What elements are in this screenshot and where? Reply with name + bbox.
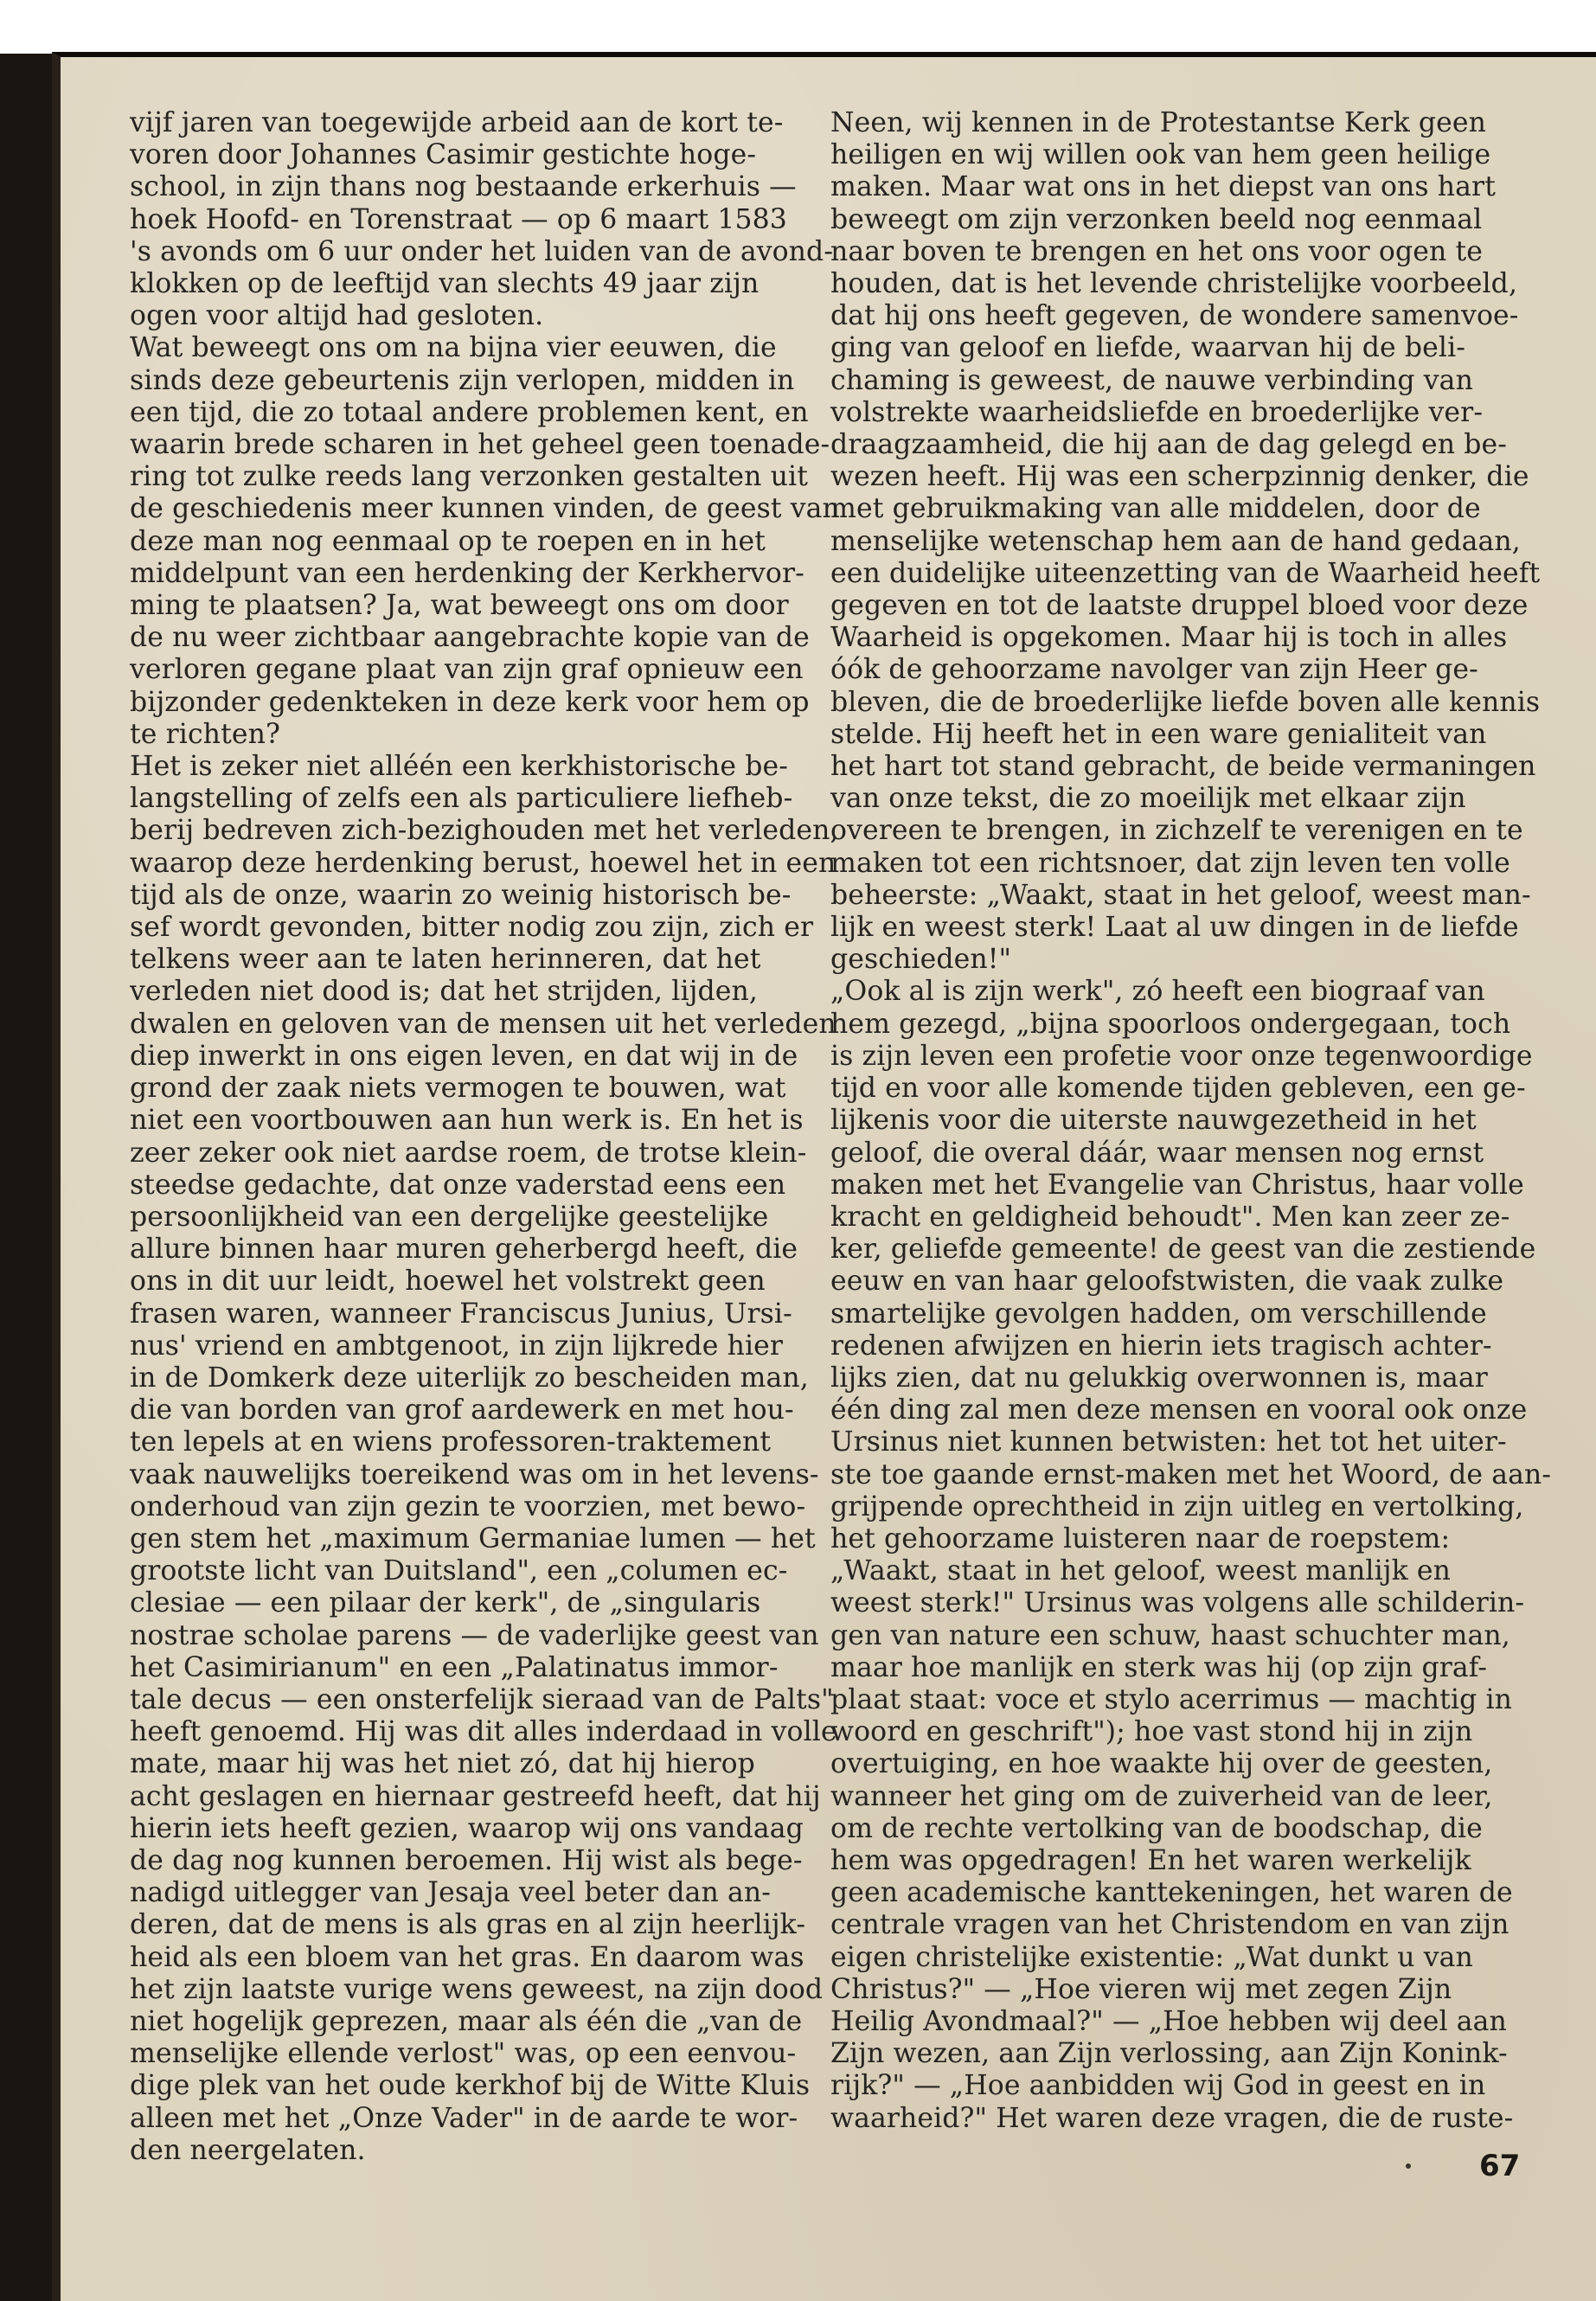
page-number: 67: [1479, 2149, 1521, 2183]
scan-top-margin: [0, 0, 1596, 54]
paragraph: „Ook al is zijn werk", zó heeft een biograaf van hem gezegd, „bijna spoorloos ondergegaan, toch is zijn leven een profetie voor onze tegenwoordige tijd en voor alle komende tijden gebleven, een ge- lijkenis voor die uiterste nauwgezetheid in het geloof, die overal dáár, waar mensen nog ernst maken met het Evangelie van Christus, haar volle kracht en geldigheid behoudt". Men kan zeer ze- ker, geliefde gemeente! de geest van die zestiende eeuw en van haar geloofstwisten, die vaak zulke smartelijke gevolgen hadden, om verschillende redenen afwijzen en hierin iets tragisch achter- lijks zien, dat nu gelukkig overwonnen is, maar één ding zal men deze mensen en vooral ook onze Ursinus niet kunnen betwisten: het tot het uiter- ste toe gaande ernst-maken met het Woord, de aan- grijpende oprechtheid in zijn uitleg en vertolking, het gehoorzame luisteren naar de roepstem: „Waakt, staat in het geloof, weest manlijk en weest sterk!" Ursinus was volgens alle schilderin- gen van nature een schuw, haast schuchter man, maar hoe manlijk en sterk was hij (op zijn graf- plaat staat: voce et stylo acerrimus — machtig in woord en geschrift"); hoe vast stond hij in zijn overtuiging, en hoe waakte hij over de geesten, wanneer het ging om de zuiverheid van de leer, om de rechte vertolking van de boodschap, die hem was opgedragen! En het waren werkelijk geen academische kanttekeningen, het waren de centrale vragen van het Christendom en van zijn eigen christelijke existentie: „Wat dunkt u van Christus?" — „Hoe vieren wij met zegen Zijn Heilig Avondmaal?" — „Hoe hebben wij deel aan Zijn wezen, aan Zijn verlossing, aan Zijn Konink- rijk?" — „Hoe aanbidden wij God in geest en in waarheid?" Het waren deze vragen, die de ruste-: [830, 976, 1552, 2134]
paragraph: Neen, wij kennen in de Protestantse Kerk geen heiligen en wij willen ook van hem geen heilige maken. Maar wat ons in het diepst van ons hart beweegt om zijn verzonken beeld nog eenmaal naar boven te brengen en het ons voor ogen te houden, dat is het levende christelijke voorbeeld, dat hij ons heeft gegeven, de wondere samenvoe- ging van geloof en liefde, waarvan hij de beli- chaming is geweest, de nauwe verbinding van volstrekte waarheidsliefde en broederlijke ver- draagzaamheid, die hij aan de dag gelegd en be- wezen heeft. Hij was een scherpzinnig denker, die met gebruikmaking van alle middelen, door de menselijke wetenschap hem aan de hand gedaan, een duidelijke uiteenzetting van de Waarheid heeft gegeven en tot de laatste druppel bloed voor deze Waarheid is opgekomen. Maar hij is toch in alles óók de gehoorzame navolger van zijn Heer ge- bleven, die de broederlijke liefde boven alle kennis stelde. Hij heeft het in een ware genialiteit van het hart tot stand gebracht, de beide vermaningen van onze tekst, die zo moeilijk met elkaar zijn overeen te brengen, in zichzelf te verenigen en te maken tot een richtsnoer, dat zijn leven ten volle beheerste: „Waakt, staat in het geloof, weest man- lijk en weest sterk! Laat al uw dingen in de liefde geschieden!": [830, 107, 1541, 976]
paragraph: Wat beweegt ons om na bijna vier eeuwen, die sinds deze gebeurtenis zijn verlopen, midden in een tijd, die zo totaal andere problemen kent, en waarin brede scharen in het geheel geen toenade- ring tot zulke reeds lang verzonken gestalten uit de geschiedenis meer kunnen vinden, de geest van deze man nog eenmaal op te roepen en in het middelpunt van een herdenking der Kerkhervor- ming te plaatsen? Ja, wat beweegt ons om door de nu weer zichtbaar aangebrachte kopie van de verloren gegane plaat van zijn graf opnieuw een bijzonder gedenkteken in deze kerk voor hem op te richten?: [130, 332, 840, 750]
ink-speck: [1406, 2163, 1411, 2169]
left-column: [130, 107, 863, 2167]
book-page: [52, 52, 1596, 2301]
paragraph: Het is zeker niet alléén een kerkhistorische be- langstelling of zelfs een als particuliere liefheb- berij bedreven zich-bezighouden met het verleden, waarop deze herdenking berust, hoewel het in een tijd als de onze, waarin zo weinig historisch be- sef wordt gevonden, bitter nodig zou zijn, zich er telkens weer aan te laten herinneren, dat het verleden niet dood is; dat het strijden, lijden, dwalen en geloven van de mensen uit het verleden diep inwerkt in ons eigen leven, en dat wij in de grond der zaak niets vermogen te bouwen, wat niet een voortbouwen aan hun werk is. En het is zeer zeker ook niet aardse roem, de trotse klein- steedse gedachte, dat onze vaderstad eens een persoonlijkheid van een dergelijke geestelijke allure binnen haar muren geherbergd heeft, die ons in dit uur leidt, hoewel het volstrekt geen frasen waren, wanneer Franciscus Junius, Ursi- nus' vriend en ambtgenoot, in zijn lijkrede hier in de Domkerk deze uiterlijk zo bescheiden man, die van borden van grof aardewerk en met hou- ten lepels at en wiens professoren-traktement vaak nauwelijks toereikend was om in het levens- onderhoud van zijn gezin te voorzien, met bewo- gen stem het „maximum Germaniae lumen — het grootste licht van Duitsland", een „columen ec- clesiae — een pilaar der kerk", de „singularis nostrae scholae parens — de vaderlijke geest van het Casimirianum" en een „Palatinatus immor- tale decus — een onsterfelijk sieraad van de Palts" heeft genoemd. Hij was dit alles inderdaad in volle mate, maar hij was het niet zó, dat hij hierop acht geslagen en hiernaar gestreefd heeft, dat hij hierin iets heeft gezien, waarop wij ons vandaag de dag nog kunnen beroemen. Hij wist als bege- nadigd uitlegger van Jesaja veel beter dan an- deren, dat de mens is als gras en al zijn heerlijk- heid als een bloem van het gras. En daarom was het zijn laatste vurige wens geweest, na zijn dood niet hogelijk geprezen, maar als één die „van de menselijke ellende verlost" was, op een eenvou- dige plek van het oude kerkhof bij de Witte Kluis alleen met het „Onze Vader" in de aarde te wor- den neergelaten.: [130, 751, 839, 2166]
paragraph: vijf jaren van toegewijde arbeid aan de kort te- voren door Johannes Casimir gestichte hoge- school, in zijn thans nog bestaande erkerhuis — hoek Hoofd- en Torenstraat — op 6 maart 1583 's avonds om 6 uur onder het luiden van de avond- klokken op de leeftijd van slechts 49 jaar zijn ogen voor altijd had gesloten.: [130, 107, 834, 332]
right-column: [830, 107, 1564, 2135]
